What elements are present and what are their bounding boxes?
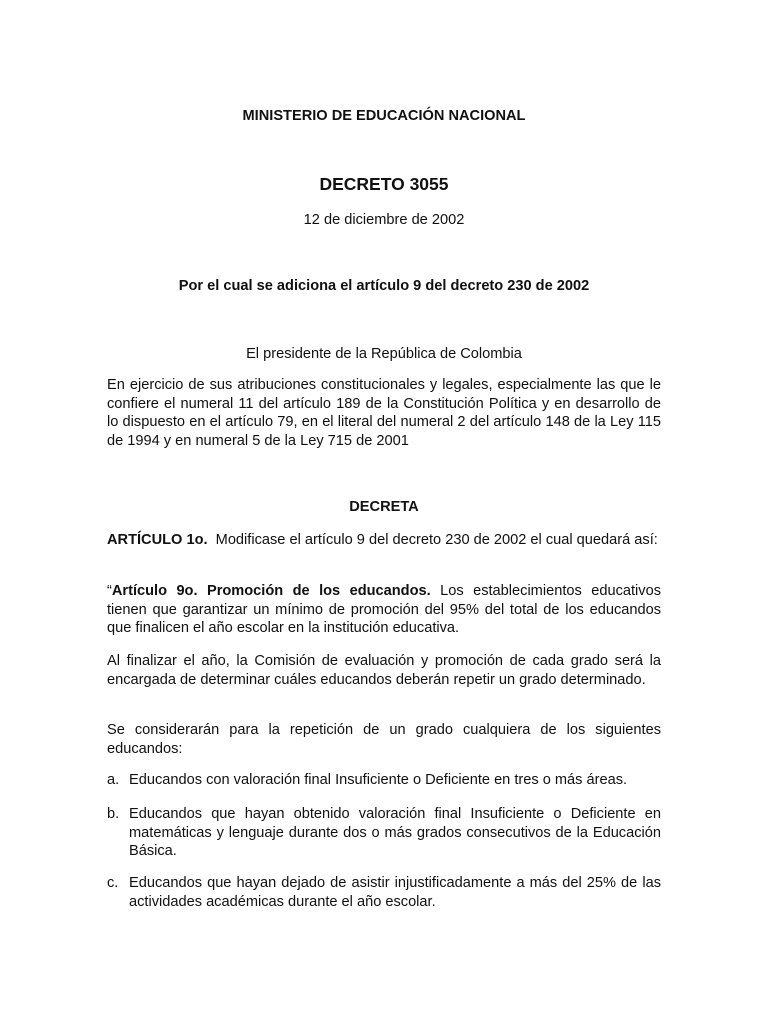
article-9-paragraph: [107, 582, 661, 638]
finalizar-paragraph: Al finalizar el año, la Comisión de evaluación y promoción de cada grado será la encargada de determinar cuáles educandos deberán repetir un grado determinado.: [107, 653, 661, 688]
list-marker: c.: [107, 875, 119, 891]
decree-subject: Por el cual se adiciona el artículo 9 del decreto 230 de 2002: [178, 278, 590, 294]
ministry-heading: MINISTERIO DE EDUCACIÓN NACIONAL: [242, 108, 526, 124]
list-item: [107, 874, 661, 911]
list-marker: a.: [107, 772, 120, 788]
list-item-text: Educandos con valoración final Insuficiente o Deficiente en tres o más áreas.: [129, 772, 628, 788]
president-line: El presidente de la República de Colombia: [246, 346, 522, 362]
article-1-text: Modificase el artículo 9 del decreto 230 de 2002 el cual quedará así:: [215, 532, 658, 548]
list-item-text: Educandos que hayan obtenido valoración final Insuficiente o Deficiente en matemáticas y lenguaje durante dos o más grados consecutivos de la Educación Básica.: [129, 806, 661, 859]
decree-title: DECRETO 3055: [319, 174, 449, 194]
decreta-heading: DECRETA: [349, 499, 419, 515]
considerar-paragraph: Se considerarán para la repetición de un grado cualquiera de los siguientes educandos:: [107, 722, 661, 757]
article-9-text: Los establecimientos educativos tienen que garantizar un mínimo de promoción del 95% del total de los educandos que finalicen el año escolar en la institución educativa.: [107, 583, 661, 636]
list-item-text: Educandos que hayan dejado de asistir injustificadamente a más del 25% de las actividades académicas durante el año escolar.: [129, 875, 661, 910]
list-item: [107, 771, 661, 790]
list-marker: b.: [107, 806, 120, 822]
list-item: [107, 805, 661, 861]
article-1-lead: ARTÍCULO 1o.: [107, 532, 208, 548]
decree-date: 12 de diciembre de 2002: [303, 212, 465, 228]
article-9-lead: Artículo 9o. Promoción de los educandos.: [111, 583, 431, 599]
article-1-paragraph: [107, 531, 661, 550]
considering-paragraph: En ejercicio de sus atribuciones constitucionales y legales, especialmente las que le confiere el numeral 11 del artículo 189 de la Constitución Política y en desarrollo de lo dispuesto en el artículo 79, en el literal del numeral 2 del artículo 148 de la Ley 115 de 1994 y en numeral 5 de la Ley 715 de 2001: [107, 377, 661, 449]
article-9-open-quote: “: [107, 583, 112, 599]
